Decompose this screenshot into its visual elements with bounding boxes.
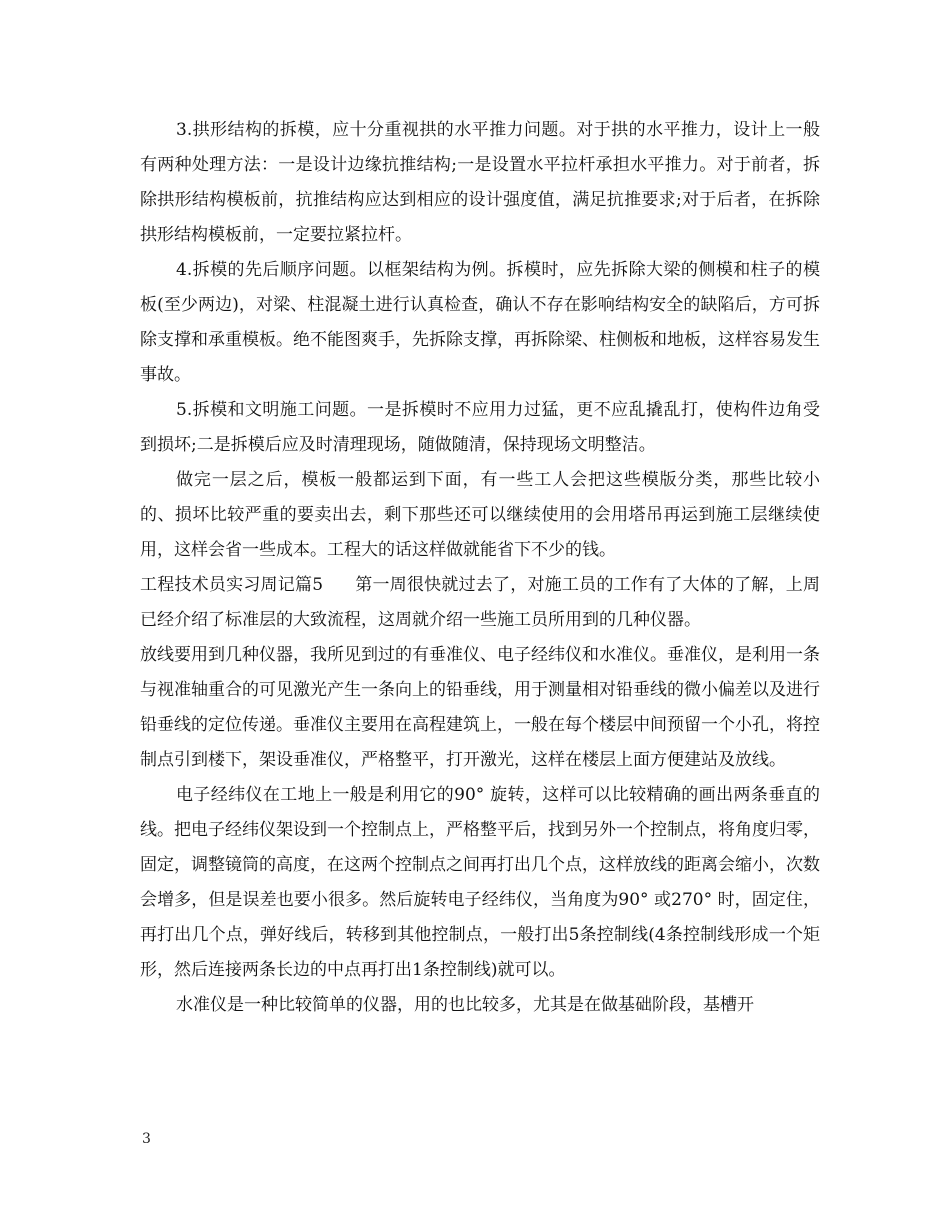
paragraph-level: 水准仪是一种比较简单的仪器，用的也比较多，尤其是在做基础阶段，基槽开: [176, 995, 754, 1015]
paragraph-theodolite: 电子经纬仪在工地上一般是利用它的90° 旋转，这样可以比较精确的画出两条垂直的 线。把电子经纬仪架设到一个控制点上，严格整平后，找到另外一个控制点，将角度归零，固定，调整镜筒的高度，在这两个控制点之间再打出几个点，这样放线的距离会缩小，次数会增多，但是误差也要小很多。然后旋转电子经纬仪，当角度为90° 或270° 时，固定住，再打出几个点，弹好线后，转移到其他控制点，一般打出5条控制线(4条控制线形成一个矩形，然后连接两条长边的中点再打出1条控制线)就可以。: [140, 785, 820, 980]
paragraph-removal-order: 4.拆模的先后顺序问题。以框架结构为例。拆模时，应先拆除大梁的侧模和柱子的模板(至少两边)，对梁、柱混凝土进行认真检查，确认不存在影响结构安全的缺陷后，方可拆除支撑和承重模板。绝不能图爽手，先拆除支撑，再拆除梁、柱侧板和地板，这样容易发生事故。: [140, 260, 820, 385]
document-body: [140, 113, 820, 1023]
paragraph-arch-formwork: 3.拱形结构的拆模，应十分重视拱的水平推力问题。对于拱的水平推力，设计上一般有两种处理方法：一是设计边缘抗推结构;一是设置水平拉杆承担水平推力。对于前者，拆除拱形结构模板前，抗推结构应达到相应的设计强度值，满足抗推要求;对于后者，在拆除拱形结构模板前，一定要拉紧拉杆。: [140, 120, 820, 245]
section-heading: 工程技术员实习周记篇5: [140, 575, 324, 595]
paragraph-formwork-reuse: 做完一层之后，模板一般都运到下面，有一些工人会把这些模版分类，那些比较小的、损坏比较严重的要卖出去，剩下那些还可以继续使用的会用塔吊再运到施工层继续使用，这样会省一些成本。工程大的话这样做就能省下不少的钱。: [140, 470, 820, 560]
page-number: 3: [142, 1131, 151, 1147]
paragraph-civilized-construction: 5.拆模和文明施工问题。一是拆模时不应用力过猛，更不应乱撬乱打，使构件边角受到损坏;二是拆模后应及时清理现场，随做随清，保持现场文明整洁。: [140, 400, 820, 455]
section-first-paragraph: 第一周很快就过去了，对施工员的工作有了大体的了解，上周已经介绍了标准层的大致流程，这周就介绍一些施工员所用到的几种仪器。: [140, 575, 820, 630]
section-intro: [140, 568, 820, 638]
paragraph-instruments-plumb: 放线要用到几种仪器，我所见到过的有垂准仪、电子经纬仪和水准仪。垂准仪，是利用一条与视准轴重合的可见激光产生一条向上的铅垂线，用于测量相对铅垂线的微小偏差以及进行铅垂线的定位传递。垂准仪主要用在高程建筑上，一般在每个楼层中间预留一个小孔，将控制点引到楼下，架设垂准仪，严格整平，打开激光，这样在楼层上面方便建站及放线。: [140, 645, 820, 770]
